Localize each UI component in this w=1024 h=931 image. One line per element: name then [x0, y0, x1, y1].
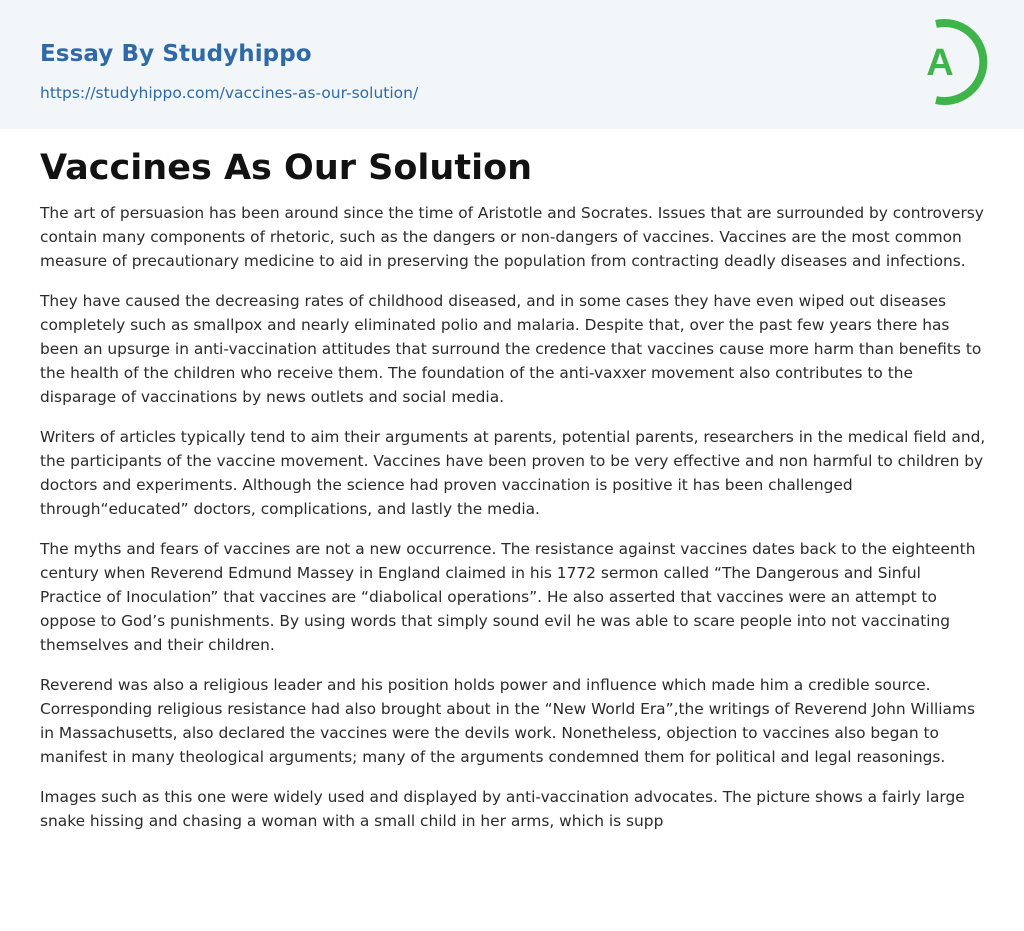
logo-letter: A: [926, 42, 954, 84]
article-paragraph: The art of persuasion has been around since the time of Aristotle and Socrates. Issues that are surrounded by controversy contain many components of rhetoric, such as the dangers or non-dangers of vaccines. Vaccines are the most common measure of precautionary medicine to aid in preserving the population from contracting deadly diseases and infections.: [40, 204, 984, 270]
site-header: [0, 0, 1024, 129]
article-paragraph: Images such as this one were widely used and displayed by anti-vaccination advocates. The picture shows a fairly large snake hissing and chasing a woman with a small child in her arms, which is supp: [40, 788, 965, 830]
article-paragraph: Reverend was also a religious leader and his position holds power and influence which made him a credible source. Corresponding religious resistance had also brought about in the “New World Era”,the writings of Reverend John Williams in Massachusetts, also declared the vaccines were the devils work. Nonetheless, objection to vaccines also began to manifest in many theological arguments; many of the arguments condemned them for political and legal reasonings.: [40, 676, 975, 766]
article-paragraph: The myths and fears of vaccines are not a new occurrence. The resistance against vaccines dates back to the eighteenth century when Reverend Edmund Massey in England claimed in his 1772 sermon called “The Dangerous and Sinful Practice of Inoculation” that vaccines are “diabolical operations”. He also asserted that vaccines were an attempt to oppose to God’s punishments. By using words that simply sound evil he was able to scare people into not vaccinating themselves and their children.: [40, 540, 976, 654]
article: [40, 143, 986, 849]
article-paragraph: Writers of articles typically tend to aim their arguments at parents, potential parents, researchers in the medical field and, the participants of the vaccine movement. Vaccines have been proven to be very effective and non harmful to children by doctors and experiments. Although the science had proven vaccination is positive it has been challenged through“educated” doctors, complications, and lastly the media.: [40, 428, 986, 518]
site-brand[interactable]: Essay By Studyhippo: [40, 41, 312, 67]
article-paragraph: They have caused the decreasing rates of childhood diseased, and in some cases they have even wiped out diseases completely such as smallpox and nearly eliminated polio and malaria. Despite that, over the past few years there has been an upsurge in anti-vaccination attitudes that surround the credence that vaccines cause more harm than benefits to the health of the children who receive them. The foundation of the anti-vaxxer movement also contributes to the disparage of vaccinations by news outlets and social media.: [40, 292, 982, 406]
studyhippo-logo-icon[interactable]: [912, 18, 988, 106]
article-title: Vaccines As Our Solution: [40, 148, 533, 188]
page-url-link[interactable]: https://studyhippo.com/vaccines-as-our-solution/: [40, 84, 419, 102]
